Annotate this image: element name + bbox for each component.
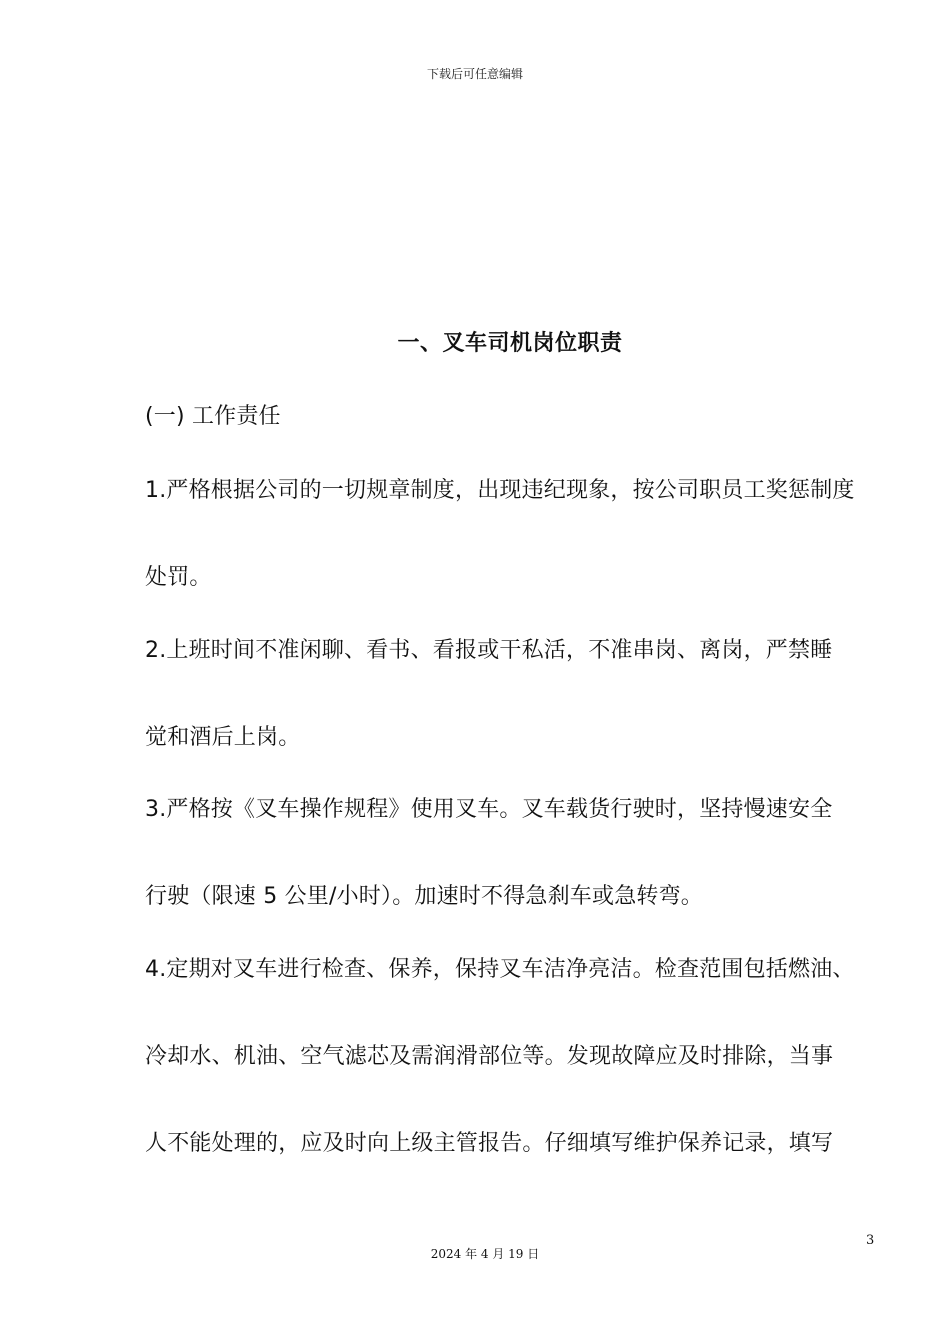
footer-date: 2024 年 4 月 19 日	[430, 1247, 540, 1261]
section-heading: (一) 工作责任	[145, 404, 281, 429]
body-line: 冷却水、机油、空气滤芯及需润滑部位等。发现故障应及时排除，当事	[145, 1044, 834, 1069]
body-line: 1.严格根据公司的一切规章制度，出现违纪现象，按公司职员工奖惩制度	[145, 478, 855, 503]
body-line: 3.严格按《叉车操作规程》使用叉车。叉车载货行驶时，坚持慢速安全	[145, 797, 833, 822]
body-line: 4.定期对叉车进行检查、保养，保持叉车洁净亮洁。检查范围包括燃油、	[145, 957, 855, 982]
body-line: 觉和酒后上岗。	[145, 725, 301, 750]
body-line: 人不能处理的，应及时向上级主管报告。仔细填写维护保养记录，填写	[145, 1131, 834, 1156]
body-line: 行驶（限速 5 公里/小时）。加速时不得急刹车或急转弯。	[145, 884, 703, 909]
body-line: 处罚。	[145, 565, 212, 590]
page-title: 一、叉车司机岗位职责	[397, 331, 623, 356]
body-line: 2.上班时间不准闲聊、看书、看报或干私活，不准串岗、离岗，严禁睡	[145, 638, 833, 663]
page-number: 3	[866, 1233, 875, 1248]
header-note: 下载后可任意编辑	[426, 67, 523, 81]
